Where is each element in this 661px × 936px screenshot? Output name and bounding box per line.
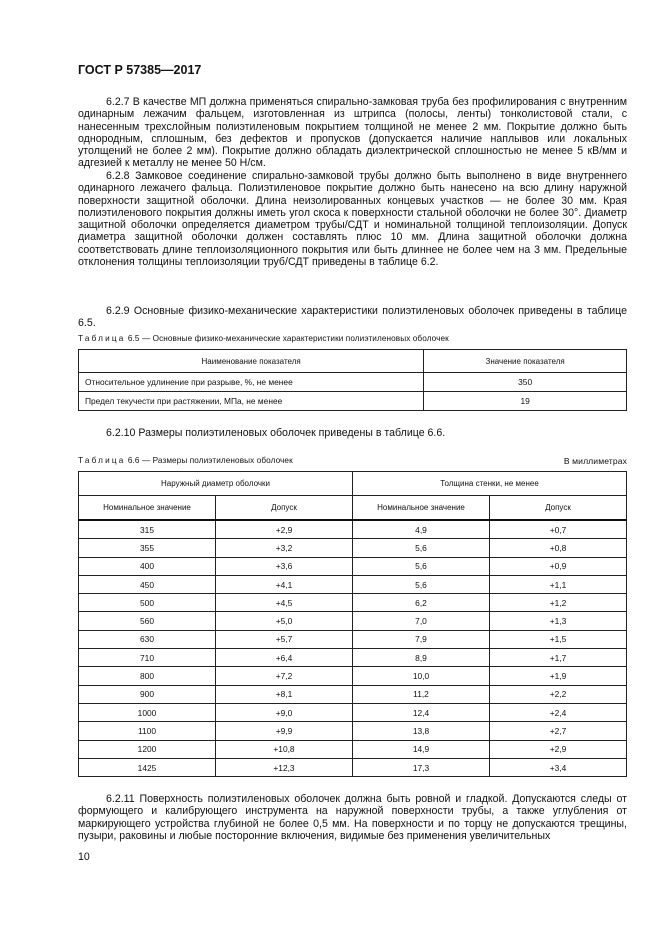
header-cell: Наружный диаметр оболочки bbox=[79, 472, 353, 496]
table-row bbox=[79, 520, 627, 539]
table-cell: Предел текучести при растяжении, МПа, не менее bbox=[79, 392, 424, 411]
header-cell: Значение показателя bbox=[424, 350, 627, 373]
table-cell: +9,0 bbox=[216, 703, 353, 721]
table-cell: 14,9 bbox=[353, 740, 490, 758]
table-row bbox=[79, 575, 627, 593]
paragraph-6-2-10: 6.2.10 Размеры полиэтиленовых оболочек приведены в таблице 6.6. bbox=[106, 427, 446, 439]
table-cell: +0,9 bbox=[490, 557, 627, 575]
table-cell: 355 bbox=[79, 539, 216, 557]
table-header-row bbox=[79, 350, 627, 373]
table-cell: +0,7 bbox=[490, 520, 627, 539]
caption-word: Таблица bbox=[78, 456, 126, 465]
header-cell: Номинальное значение bbox=[79, 496, 216, 521]
paragraph-6-2-9: 6.2.9 Основные физико-механические характеристики полиэтиленовых оболочек приведены в таблице 6.5. bbox=[78, 305, 627, 330]
caption-word: Таблица bbox=[78, 334, 126, 343]
table-cell: +2,9 bbox=[216, 520, 353, 539]
header-cell: Допуск bbox=[216, 496, 353, 521]
table-cell: +2,9 bbox=[490, 740, 627, 758]
table-cell: +1,3 bbox=[490, 612, 627, 630]
table-cell: 1425 bbox=[79, 758, 216, 776]
table-cell: 350 bbox=[424, 373, 627, 392]
table-cell: +1,2 bbox=[490, 594, 627, 612]
table-row bbox=[79, 740, 627, 758]
paragraph-6-2-11: 6.2.11 Поверхность полиэтиленовых оболочек должна быть ровной и гладкой. Допускаются следы от формующего и калибрующего инструмента на наружной поверхности трубы, а также углубления от маркирующего устройства глубиной не более 0,5 мм. На поверхности и по торцу не допускаются трещины, пузыри, раковины и любые посторонние включения, видимые без применения увеличительных bbox=[78, 793, 627, 842]
table-row bbox=[79, 539, 627, 557]
table-row bbox=[79, 667, 627, 685]
table-cell: 8,9 bbox=[353, 649, 490, 667]
table-row bbox=[79, 557, 627, 575]
table-group-header-row bbox=[79, 472, 627, 496]
table-row bbox=[79, 392, 627, 411]
page-number: 10 bbox=[78, 851, 90, 863]
table-cell: Относительное удлинение при разрыве, %, не менее bbox=[79, 373, 424, 392]
table-cell: +6,4 bbox=[216, 649, 353, 667]
table-cell: 5,6 bbox=[353, 575, 490, 593]
table-cell: 7,9 bbox=[353, 630, 490, 648]
table-cell: 11,2 bbox=[353, 685, 490, 703]
table-row bbox=[79, 373, 627, 392]
table-cell: 1000 bbox=[79, 703, 216, 721]
document-header: ГОСТ Р 57385—2017 bbox=[78, 63, 202, 77]
table-cell: 6,2 bbox=[353, 594, 490, 612]
table-row bbox=[79, 703, 627, 721]
table-cell: +1,7 bbox=[490, 649, 627, 667]
table-cell: +5,7 bbox=[216, 630, 353, 648]
table-row bbox=[79, 594, 627, 612]
table-cell: 710 bbox=[79, 649, 216, 667]
table-units: В миллиметрах bbox=[563, 456, 627, 466]
table-subheader-row bbox=[79, 496, 627, 521]
table-cell: 1200 bbox=[79, 740, 216, 758]
table-cell: 560 bbox=[79, 612, 216, 630]
header-cell: Номинальное значение bbox=[353, 496, 490, 521]
table-6-5 bbox=[78, 349, 627, 411]
table-cell: +3,4 bbox=[490, 758, 627, 776]
table-cell: 315 bbox=[79, 520, 216, 539]
table-cell: +8,1 bbox=[216, 685, 353, 703]
table-cell: 450 bbox=[79, 575, 216, 593]
table-cell: 1100 bbox=[79, 722, 216, 740]
table-cell: 19 bbox=[424, 392, 627, 411]
table-cell: +12,3 bbox=[216, 758, 353, 776]
table-cell: 400 bbox=[79, 557, 216, 575]
header-cell: Толщина стенки, не менее bbox=[353, 472, 627, 496]
table-cell: 10,0 bbox=[353, 667, 490, 685]
table-cell: 5,6 bbox=[353, 539, 490, 557]
table-row bbox=[79, 612, 627, 630]
table-cell: +2,4 bbox=[490, 703, 627, 721]
caption-text: 6.5 — Основные физико-механические характеристики полиэтиленовых оболочек bbox=[127, 334, 449, 343]
caption-text: 6.6 — Размеры полиэтиленовых оболочек bbox=[127, 456, 293, 465]
table-cell: 800 bbox=[79, 667, 216, 685]
table-cell: 13,8 bbox=[353, 722, 490, 740]
table-row bbox=[79, 630, 627, 648]
table-row bbox=[79, 685, 627, 703]
header-cell: Наименование показателя bbox=[79, 350, 424, 373]
table-cell: +5,0 bbox=[216, 612, 353, 630]
table-row bbox=[79, 649, 627, 667]
table-cell: 5,6 bbox=[353, 557, 490, 575]
table-cell: 4,9 bbox=[353, 520, 490, 539]
header-cell: Допуск bbox=[490, 496, 627, 521]
paragraph-6-2-7: 6.2.7 В качестве МП должна применяться спирально-замковая труба без профилирования с внутренним одинарным лежачим фальцем, изготовленная из штрипса (полосы, ленты) тонколистовой стали, с нанесенным трехслойным полиэтиленовым покрытием толщиной не менее 2 мм. Покрытие должно быть однородным, сплошным, без дефектов и пропусков (допускается наличие наплывов или локальных утолщений не более 2 мм). Покрытие должно обладать диэлектрической сплошностью не менее 5 кВ/мм и адгезией к металлу не менее 50 Н/см. bbox=[78, 96, 627, 170]
table-cell: 12,4 bbox=[353, 703, 490, 721]
table-cell: +10,8 bbox=[216, 740, 353, 758]
table-6-5-caption bbox=[78, 334, 449, 343]
table-cell: +4,5 bbox=[216, 594, 353, 612]
table-6-6-caption bbox=[78, 456, 293, 465]
table-cell: +1,9 bbox=[490, 667, 627, 685]
paragraph-6-2-8: 6.2.8 Замковое соединение спирально-замковой трубы должно быть выполнено в виде внутреннего одинарного лежачего фальца. Полиэтиленовое покрытие должно быть нанесено на всю длину наружной поверхности защитной оболочки. Длина неизолированных концевых участков — не более 30 мм. Края полиэтиленового покрытия должны иметь угол скоса к поверхности стальной оболочки не более 30°. Диаметр защитной оболочки определяется диаметром трубы/СДТ и номинальной толщиной теплоизоляции. Допуск диаметра защитной оболочки должен составлять плюс 10 мм. Длина защитной оболочки должна соответствовать длине теплоизоляционного покрытия или быть длиннее не более чем на 3 мм. Предельные отклонения толщины теплоизоляции труб/СДТ приведены в таблице 6.2. bbox=[78, 170, 627, 269]
table-cell: 630 bbox=[79, 630, 216, 648]
table-cell: +4,1 bbox=[216, 575, 353, 593]
table-cell: +2,7 bbox=[490, 722, 627, 740]
table-6-6 bbox=[78, 471, 627, 777]
table-cell: +7,2 bbox=[216, 667, 353, 685]
table-row bbox=[79, 758, 627, 776]
table-cell: +1,1 bbox=[490, 575, 627, 593]
table-cell: +3,6 bbox=[216, 557, 353, 575]
table-row bbox=[79, 722, 627, 740]
table-cell: +9,9 bbox=[216, 722, 353, 740]
table-cell: +3,2 bbox=[216, 539, 353, 557]
table-cell: +1,5 bbox=[490, 630, 627, 648]
table-cell: +0,8 bbox=[490, 539, 627, 557]
table-cell: 17,3 bbox=[353, 758, 490, 776]
table-cell: 500 bbox=[79, 594, 216, 612]
table-cell: 7,0 bbox=[353, 612, 490, 630]
table-cell: +2,2 bbox=[490, 685, 627, 703]
table-cell: 900 bbox=[79, 685, 216, 703]
